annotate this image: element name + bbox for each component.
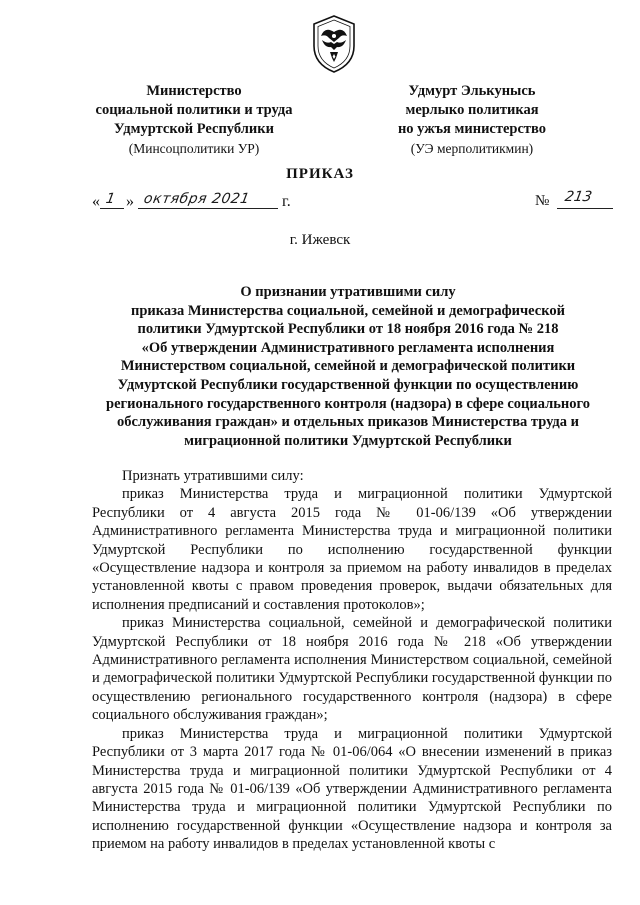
order-number-underline bbox=[557, 208, 613, 209]
date-year-suffix: г. bbox=[282, 193, 291, 210]
date-month-year-handwritten: октября 2021 bbox=[142, 191, 252, 207]
left-org-abbreviation: (Минсоцполитики УР) bbox=[128, 141, 260, 156]
document-body bbox=[92, 467, 612, 854]
left-org-line-3: Удмуртской Республики bbox=[114, 121, 274, 137]
right-org-line-2: мерлыко политикая bbox=[405, 102, 539, 118]
date-open-quote: « bbox=[92, 193, 100, 210]
title-line: регионального государственного контроля (надзора) в сфере социального bbox=[106, 395, 590, 412]
right-organization-block bbox=[358, 82, 586, 158]
city-line: г. Ижевск bbox=[289, 232, 351, 248]
title-line: Министерством социальной, семейной и демографической политики bbox=[120, 358, 576, 375]
title-line: миграционной политики Удмуртской Республики bbox=[184, 432, 512, 449]
left-organization-block bbox=[74, 82, 314, 158]
right-org-line-3: но ужъя министерство bbox=[397, 121, 547, 137]
body-item-paragraph: приказ Министерства социальной, семейной и демографической политики Удмуртской Республики от 18 ноября 2016 года № 218 «Об утверждении Административного регламента исполнения Министерством социальной, семейной и демографической политики Удмуртской Республики государственной функции по осуществлению регионального государственного контроля (надзора) в сфере социального обслуживания граждан»; bbox=[92, 615, 612, 724]
left-org-line-1: Министерство bbox=[146, 83, 242, 99]
body-item-paragraph: приказ Министерства труда и миграционной политики Удмуртской Республики от 4 августа 2015 года № 01-06/139 «Об утверждении Административного регламента Министерства труда и миграционной политики Удмуртской Республики по исполнению государственной функции «Осуществление надзора и контроля за приемом на работу инвалидов в пределах установленной квоты с правом проведения проверок, выдачи обязательных для исполнения предписаний и составления протоколов»; bbox=[92, 486, 612, 613]
title-line: О признании утратившими силу bbox=[240, 284, 456, 300]
title-line: обслуживания граждан» и отдельных приказов Министерства труда и bbox=[117, 414, 579, 431]
date-day-underline bbox=[100, 208, 124, 209]
udmurt-coat-of-arms-icon bbox=[309, 14, 359, 74]
body-lead-paragraph: Признать утратившими силу: bbox=[122, 468, 304, 484]
right-org-abbreviation: (УЭ мерполитикмин) bbox=[410, 141, 534, 156]
title-line: политики Удмуртской Республики от 18 ноября 2016 года № 218 bbox=[137, 321, 559, 338]
date-month-underline bbox=[138, 208, 278, 209]
date-day-handwritten: 1 bbox=[104, 191, 117, 207]
date-close-quote: » bbox=[126, 193, 134, 210]
order-number-field bbox=[535, 189, 615, 213]
body-item-paragraph: приказ Министерства труда и миграционной политики Удмуртской Республики от 3 марта 2017 года № 01-06/064 «О внесении изменений в приказ Министерства труда и миграционной политики Удмуртской Республики от 4 августа 2015 года № 01-06/139 «Об утверждении Административного регламента Министерства труда и миграционной политики Удмуртской Республики по исполнению государственной функции «Осуществление надзора и контроля за приемом на работу инвалидов в пределах установленной квоты с bbox=[92, 725, 612, 853]
title-line: приказа Министерства социальной, семейной и демографической bbox=[131, 302, 565, 319]
order-number-prefix: № bbox=[535, 193, 550, 209]
date-field bbox=[92, 189, 332, 213]
title-line: Удмуртской Республики государственной функции по осуществлению bbox=[117, 376, 579, 393]
order-number-handwritten: 213 bbox=[563, 189, 594, 205]
title-line: «Об утверждении Административного регламента исполнения bbox=[141, 339, 555, 356]
left-org-line-2: социальной политики и труда bbox=[95, 102, 293, 118]
document-title bbox=[90, 283, 606, 450]
right-org-line-1: Удмурт Элькунысь bbox=[408, 83, 536, 99]
document-type-heading: ПРИКАЗ bbox=[286, 166, 354, 182]
